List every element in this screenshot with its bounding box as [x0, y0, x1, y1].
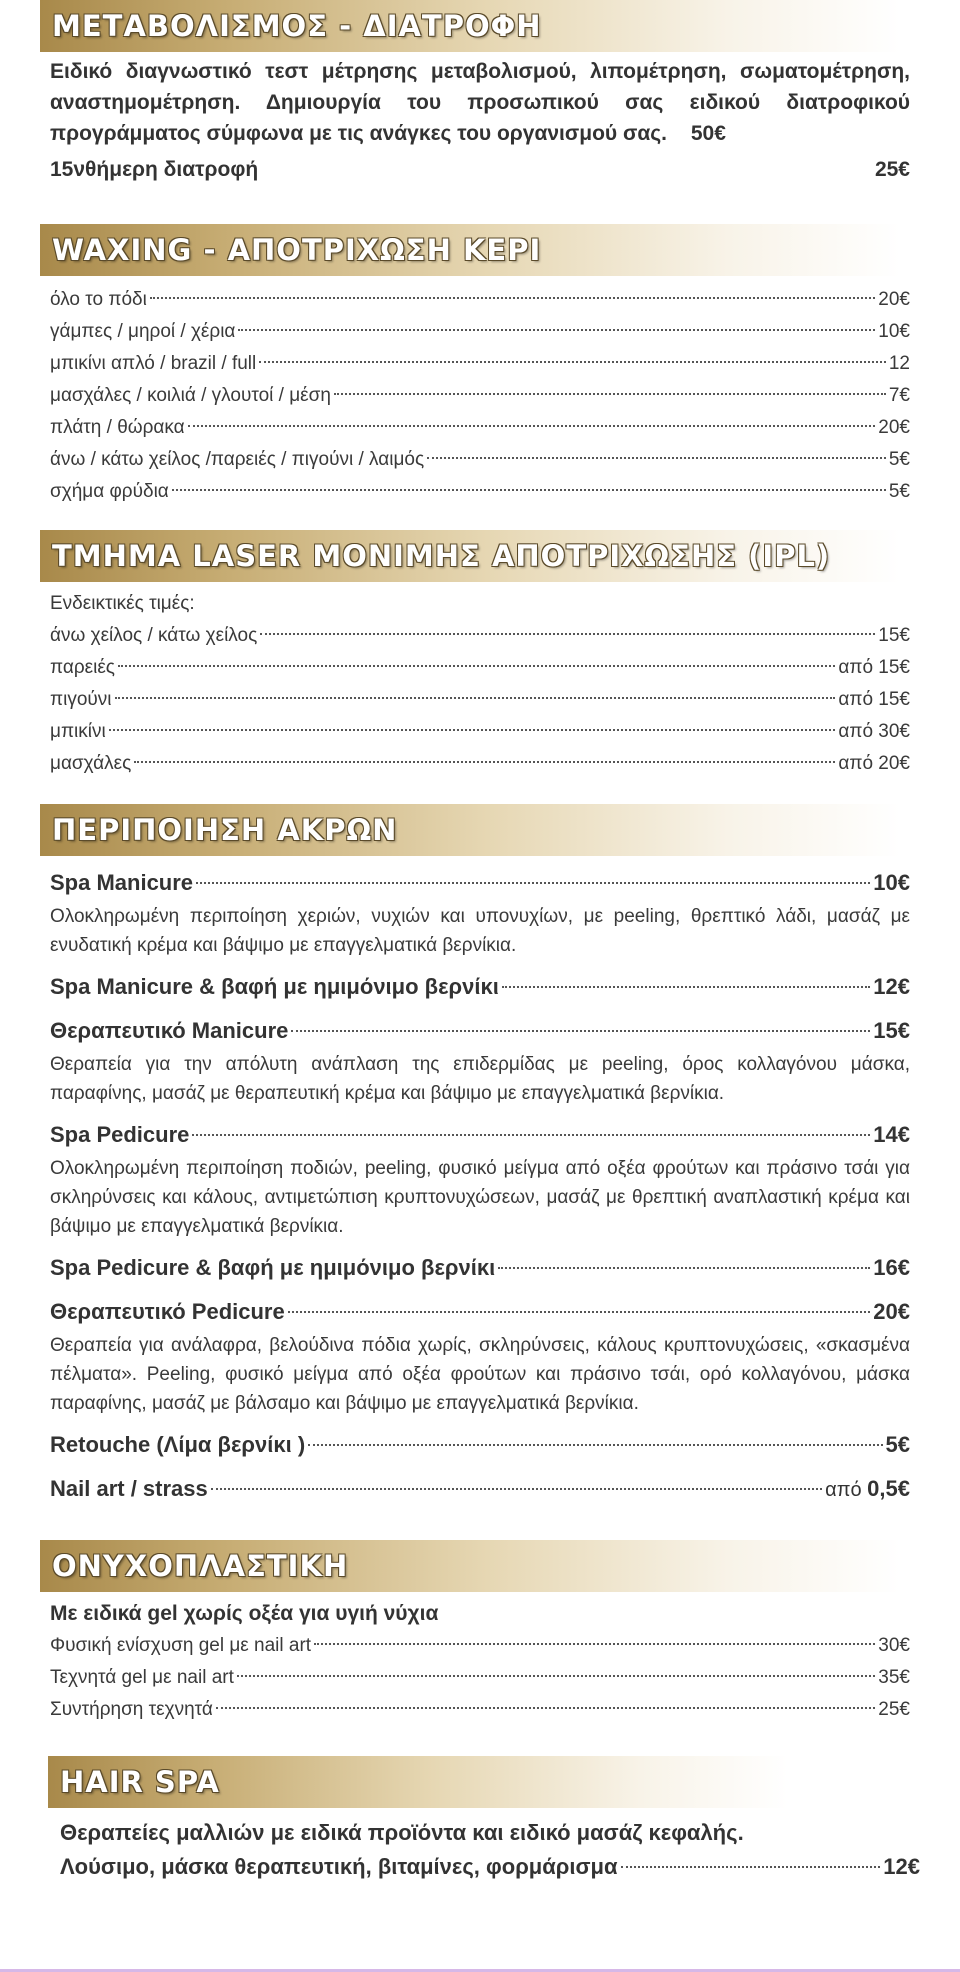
item-name: 15νθήμερη διατροφή: [50, 158, 259, 181]
hairspa-line-1: Θεραπείες μαλλιών με ειδικά προϊόντα και ειδικό μασάζ κεφαλής.: [60, 1820, 744, 1845]
section-banner: [40, 224, 900, 276]
item-price: 14€: [873, 1122, 910, 1147]
item-price: 12: [888, 353, 910, 374]
leader-dots: [134, 761, 835, 763]
item-price: 20€: [878, 289, 910, 310]
leader-dots: [314, 1643, 875, 1645]
price-row: [50, 1694, 910, 1726]
item-description: Θεραπεία για ανάλαφρα, βελούδινα πόδια χωρίς, σκληρύνσεις, κάλους κρυπτονυχώσεις, «σκασμένα πέλματα». Peeling, φυσικό μείγμα από οξέα φρούτων και πράσινο τσάι, ορό κολλαγόνου, μάσκα παραφίνης, μασάζ με βάλσαμο και βάψιμο με επαγγελματικά βερνίκια.: [50, 1335, 910, 1414]
price-value: 0,5€: [867, 1476, 910, 1501]
price-row: [50, 444, 910, 476]
laser-price-list: [0, 620, 960, 780]
price-row: [50, 620, 910, 652]
section-banner: [40, 1540, 900, 1592]
item-name: πλάτη / θώρακα: [50, 417, 185, 438]
item-description: Ολοκληρωμένη περιποίηση χεριών, νυχιών και υπονυχίων, με peeling, θρεπτικό λάδι, μασάζ με ενυδατική κρέμα και βάψιμο με επαγγελματικά βερνίκια.: [50, 906, 910, 956]
item-price: 7€: [888, 385, 910, 406]
price-row: [50, 1630, 910, 1662]
item-price: 15€: [878, 625, 910, 646]
section-metabolism: [0, 0, 960, 187]
leader-dots: [172, 489, 886, 491]
item-price: 5€: [888, 481, 910, 502]
section-banner: [48, 1756, 788, 1808]
item-name: Συντήρηση τεχνητά: [50, 1699, 213, 1720]
price-row: [50, 1295, 910, 1329]
item-price: 12€: [883, 1854, 920, 1879]
section-banner: [40, 530, 900, 582]
hairspa-line-2: [60, 1850, 920, 1884]
item-name: Nail art / strass: [50, 1476, 208, 1501]
leader-dots: [427, 457, 886, 459]
item-price: από 20€: [838, 753, 910, 774]
item-name: άνω χείλος / κάτω χείλος: [50, 625, 258, 646]
item-price: 15€: [873, 1018, 910, 1043]
nailplastic-subtitle: Με ειδικά gel χωρίς οξέα για υγιή νύχια: [50, 1602, 439, 1625]
section-laser: [0, 530, 960, 780]
leader-dots: [291, 1030, 870, 1032]
item-description: Ολοκληρωμένη περιποίηση ποδιών, peeling, φυσικό μείγμα από οξέα φρούτων και πράσινο τσάι για σκληρύνσεις και κάλους, αντιμετώπιση κρυπτονυχώσεων, μασάζ με θρεπτική αναπλαστική κρέμα και βάψιμο με επαγγελματικά βερνίκια.: [50, 1158, 910, 1237]
item-name: μασχάλες / κοιλιά / γλουτοί / μέση: [50, 385, 331, 406]
item-price: 16€: [873, 1255, 910, 1280]
price-row: [50, 1472, 910, 1507]
price-row: [50, 1428, 910, 1462]
price-row: [50, 348, 910, 380]
leader-dots: [150, 297, 875, 299]
item-price: [825, 1472, 910, 1507]
metabolism-diet-row: [50, 153, 910, 187]
item-price: 35€: [878, 1667, 910, 1688]
price-row: [50, 748, 910, 780]
item-price: 25€: [874, 158, 910, 181]
item-price: 5€: [888, 449, 910, 470]
item-name: Spa Manicure & βαφή με ημιμόνιμο βερνίκι: [50, 974, 499, 999]
item-price: 10€: [878, 321, 910, 342]
section-nailplastic: [0, 1540, 960, 1726]
price-row: [50, 866, 910, 900]
leader-dots: [621, 1866, 881, 1868]
item-name: Λούσιμο, μάσκα θεραπευτική, βιταμίνες, φορμάρισμα: [60, 1854, 618, 1879]
leader-dots: [502, 986, 870, 988]
price-row: [50, 652, 910, 684]
nails-price-list: [0, 866, 960, 1507]
leader-dots: [259, 361, 886, 363]
item-price: από 15€: [838, 689, 910, 710]
item-name: Spa Pedicure & βαφή με ημιμόνιμο βερνίκι: [50, 1255, 496, 1280]
price-row: [50, 1118, 910, 1152]
item-name: μασχάλες: [50, 753, 132, 774]
item-name: Θεραπευτικό Pedicure: [50, 1299, 285, 1324]
section-title: ΤΜΗΜΑ LASER ΜΟΝΙΜΗΣ ΑΠΟΤΡΙΧΩΣΗΣ (IPL): [52, 539, 831, 573]
laser-note: Ενδεικτικές τιμές:: [50, 593, 195, 614]
section-waxing: [0, 224, 960, 508]
item-price: 25€: [878, 1699, 910, 1720]
price-row: [50, 1014, 910, 1048]
item-price: 10€: [873, 870, 910, 895]
price-prefix: από: [825, 1479, 868, 1501]
metabolism-description-price: 50€: [690, 122, 726, 145]
leader-dots: [238, 329, 875, 331]
price-row: [50, 412, 910, 444]
item-price: 20€: [873, 1299, 910, 1324]
leader-dots: [118, 665, 835, 667]
item-name: Spa Manicure: [50, 870, 194, 895]
leader-dots: [211, 1488, 822, 1490]
item-name: Φυσική ενίσχυση gel με nail art: [50, 1635, 312, 1656]
waxing-price-list: [0, 284, 960, 508]
item-name: όλο το πόδι: [50, 289, 147, 310]
item-price: 12€: [873, 974, 910, 999]
price-row: [50, 476, 910, 508]
section-hairspa: [0, 1756, 960, 1884]
leader-dots: [308, 1444, 882, 1446]
leader-dots: [237, 1675, 875, 1677]
leader-dots: [192, 1134, 870, 1136]
section-title: ΜΕΤΑΒΟΛΙΣΜΟΣ - ΔΙΑΤΡΟΦΗ: [52, 9, 542, 43]
item-name: σχήμα φρύδια: [50, 481, 169, 502]
section-title: WAXING - ΑΠΟΤΡΙΧΩΣΗ ΚΕΡΙ: [52, 233, 542, 267]
section-nails: [0, 804, 960, 1507]
price-row: [50, 380, 910, 412]
leader-dots: [498, 1267, 870, 1269]
section-title: ΟΝΥΧΟΠΛΑΣΤΙΚΗ: [52, 1549, 349, 1583]
item-description: Θεραπεία για την απόλυτη ανάπλαση της επιδερμίδας με peeling, όρος κολλαγόνου μάσκα, παραφίνης, μασάζ με θεραπευτική κρέμα και βάψιμο με επαγγελματικά βερνίκια.: [50, 1054, 910, 1104]
leader-dots: [109, 729, 836, 731]
leader-dots: [260, 633, 875, 635]
leader-dots: [288, 1311, 871, 1313]
item-price: 30€: [878, 1635, 910, 1656]
metabolism-description: [50, 56, 910, 149]
section-banner: [40, 804, 900, 856]
item-name: Θεραπευτικό Manicure: [50, 1018, 289, 1043]
item-name: παρειές: [50, 657, 115, 678]
item-name: Spa Pedicure: [50, 1122, 190, 1147]
item-name: γάμπες / μηροί / χέρια: [50, 321, 236, 342]
section-title: HAIR SPA: [60, 1765, 220, 1799]
price-row: [50, 316, 910, 348]
item-name: Retouche (Λίμα βερνίκι ): [50, 1432, 306, 1457]
item-name: Τεχνητά gel με nail art: [50, 1667, 234, 1688]
price-row: [50, 684, 910, 716]
item-price: από 30€: [838, 721, 910, 742]
metabolism-description-text: Ειδικό διαγνωστικό τεστ μέτρησης μεταβολισμού, λιπομέτρηση, σωματομέτρηση, αναστημομέτρηση. Δημιουργία του προσωπικού σας ειδικού διατροφικού προγράμματος σύμφωνα με τις ανάγκες του οργανισμού σας.: [50, 60, 910, 145]
leader-dots: [216, 1707, 875, 1709]
leader-dots: [188, 425, 876, 427]
leader-dots: [334, 393, 886, 395]
item-price: 5€: [885, 1432, 910, 1457]
price-row: [50, 716, 910, 748]
price-row: [50, 970, 910, 1004]
section-banner: [40, 0, 900, 52]
leader-dots: [196, 882, 870, 884]
section-title: ΠΕΡΙΠΟΙΗΣΗ ΑΚΡΩΝ: [52, 813, 398, 847]
item-name: άνω / κάτω χείλος /παρειές / πιγούνι / λαιμός: [50, 449, 425, 470]
item-name: πιγούνι: [50, 689, 112, 710]
item-price: από 15€: [838, 657, 910, 678]
item-name: μπικίνι: [50, 721, 106, 742]
nailplastic-price-list: [0, 1630, 960, 1726]
item-name: μπικίνι απλό / brazil / full: [50, 353, 257, 374]
price-row: [50, 1662, 910, 1694]
price-row: [50, 284, 910, 316]
item-price: 20€: [878, 417, 910, 438]
price-row: [50, 1251, 910, 1285]
leader-dots: [115, 697, 836, 699]
